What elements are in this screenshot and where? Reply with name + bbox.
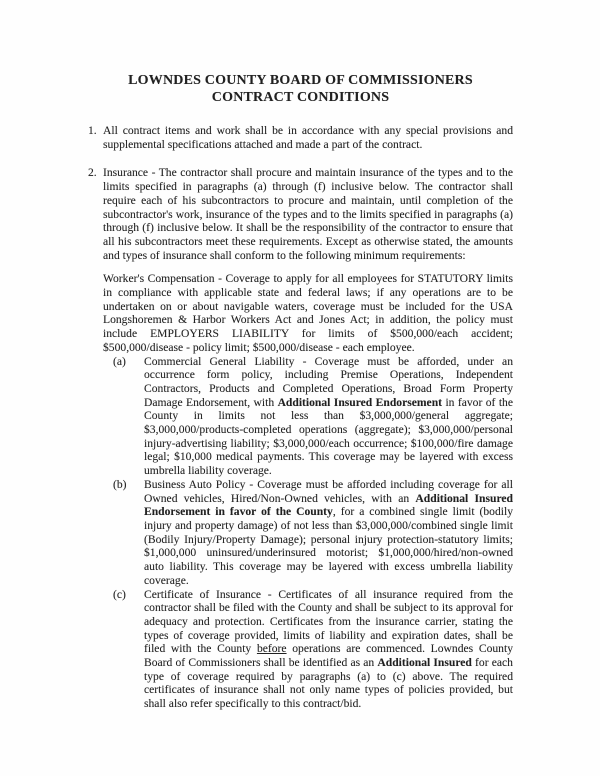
document-title: [88, 72, 513, 106]
sub-item-c-label: (c): [113, 587, 126, 601]
sub-item-a-label: (a): [113, 354, 126, 368]
sub-item-c-text: Certificate of Insurance - Certificates of all insurance required from the contractor shall be filed with the County and shall be subject to its approval for adequacy and protection. Certificates from the insurance carrier, stating the types of coverage provided, limits of liability and expiration dates, shall be filed with the County before operations are commenced. Lowndes County Board of Commissioners shall be identified as an Additional Insured for each type of coverage required by paragraphs (a) to (c) above. The required certificates of insurance shall not only name types of policies provided, but shall also refer specifically to this contract/bid.: [144, 587, 513, 711]
workers-compensation-paragraph: Worker's Compensation - Coverage to apply for all employees for STATUTORY limits in compliance with applicable state and federal laws; if any operations are to be undertaken on or about navigable waters, coverage must be included for the USA Longshoremen & Harbor Workers Act and Jones Act; in addition, the policy must include EMPLOYERS LIABILITY for limits of $500,000/each accident; $500,000/disease - policy limit; $500,000/disease - each employee.: [103, 272, 513, 354]
title-line-1: LOWNDES COUNTY BOARD OF COMMISSIONERS: [128, 73, 473, 88]
item-1-number: 1.: [88, 124, 97, 137]
sub-item-b-text: Business Auto Policy - Coverage must be afforded including coverage for all Owned vehicles, Hired/Non-Owned vehicles, with an Additional Insured Endorsement in favor of the County, for a combined single limit (bodily injury and property damage) of not less than $3,000,000/combined single limit (Bodily Injury/Property Damage); personal injury protection-statutory limits; $1,000,000 uninsured/underinsured motorist; $1,000,000/hired/non-owned auto liability. This coverage may be layered with excess umbrella liability coverage.: [144, 477, 514, 587]
item-1-text: All contract items and work shall be in accordance with any special provisions and supplemental specifications attached and made a part of the contract.: [103, 124, 513, 151]
item-2-intro-text: Insurance - The contractor shall procure and maintain insurance of the types and to the limits specified in paragraphs (a) through (f) inclusive below. The contractor shall require each of his subcontractors to procure and maintain, until completion of the subcontractor's work, insurance of the types and to the limits specified in paragraphs (a) through (f) inclusive below. It shall be the responsibility of the contractor to ensure that all his subcontractors meet these requirements. Except as otherwise stated, the amounts and types of insurance shall conform to the following minimum requirements:: [103, 166, 513, 262]
item-2-number: 2.: [88, 166, 97, 180]
sub-item-b-label: (b): [113, 477, 127, 491]
contract-item-1: [88, 124, 513, 151]
sub-item-c: [103, 588, 513, 711]
sub-item-a: [103, 355, 513, 478]
title-line-2: CONTRACT CONDITIONS: [211, 90, 390, 105]
contract-item-2: [88, 166, 513, 710]
sub-item-b: [103, 478, 513, 588]
contract-conditions-list: [88, 124, 513, 711]
sub-item-a-text: Commercial General Liability - Coverage must be afforded, under an occurrence form policy, including Premise Operations, Independent Contractors, Products and Completed Operations, Broad Form Property Damage Endorsement, with Additional Insured Endorsement in favor of the County in limits not less than $3,000,000/general aggregate; $3,000,000/products-completed operations (aggregate); $3,000,000/personal injury-advertising liability; $3,000,000/each occurrence; $100,000/fire damage legal; $10,000 medical payments. This coverage may be layered with excess umbrella liability coverage.: [144, 354, 513, 478]
